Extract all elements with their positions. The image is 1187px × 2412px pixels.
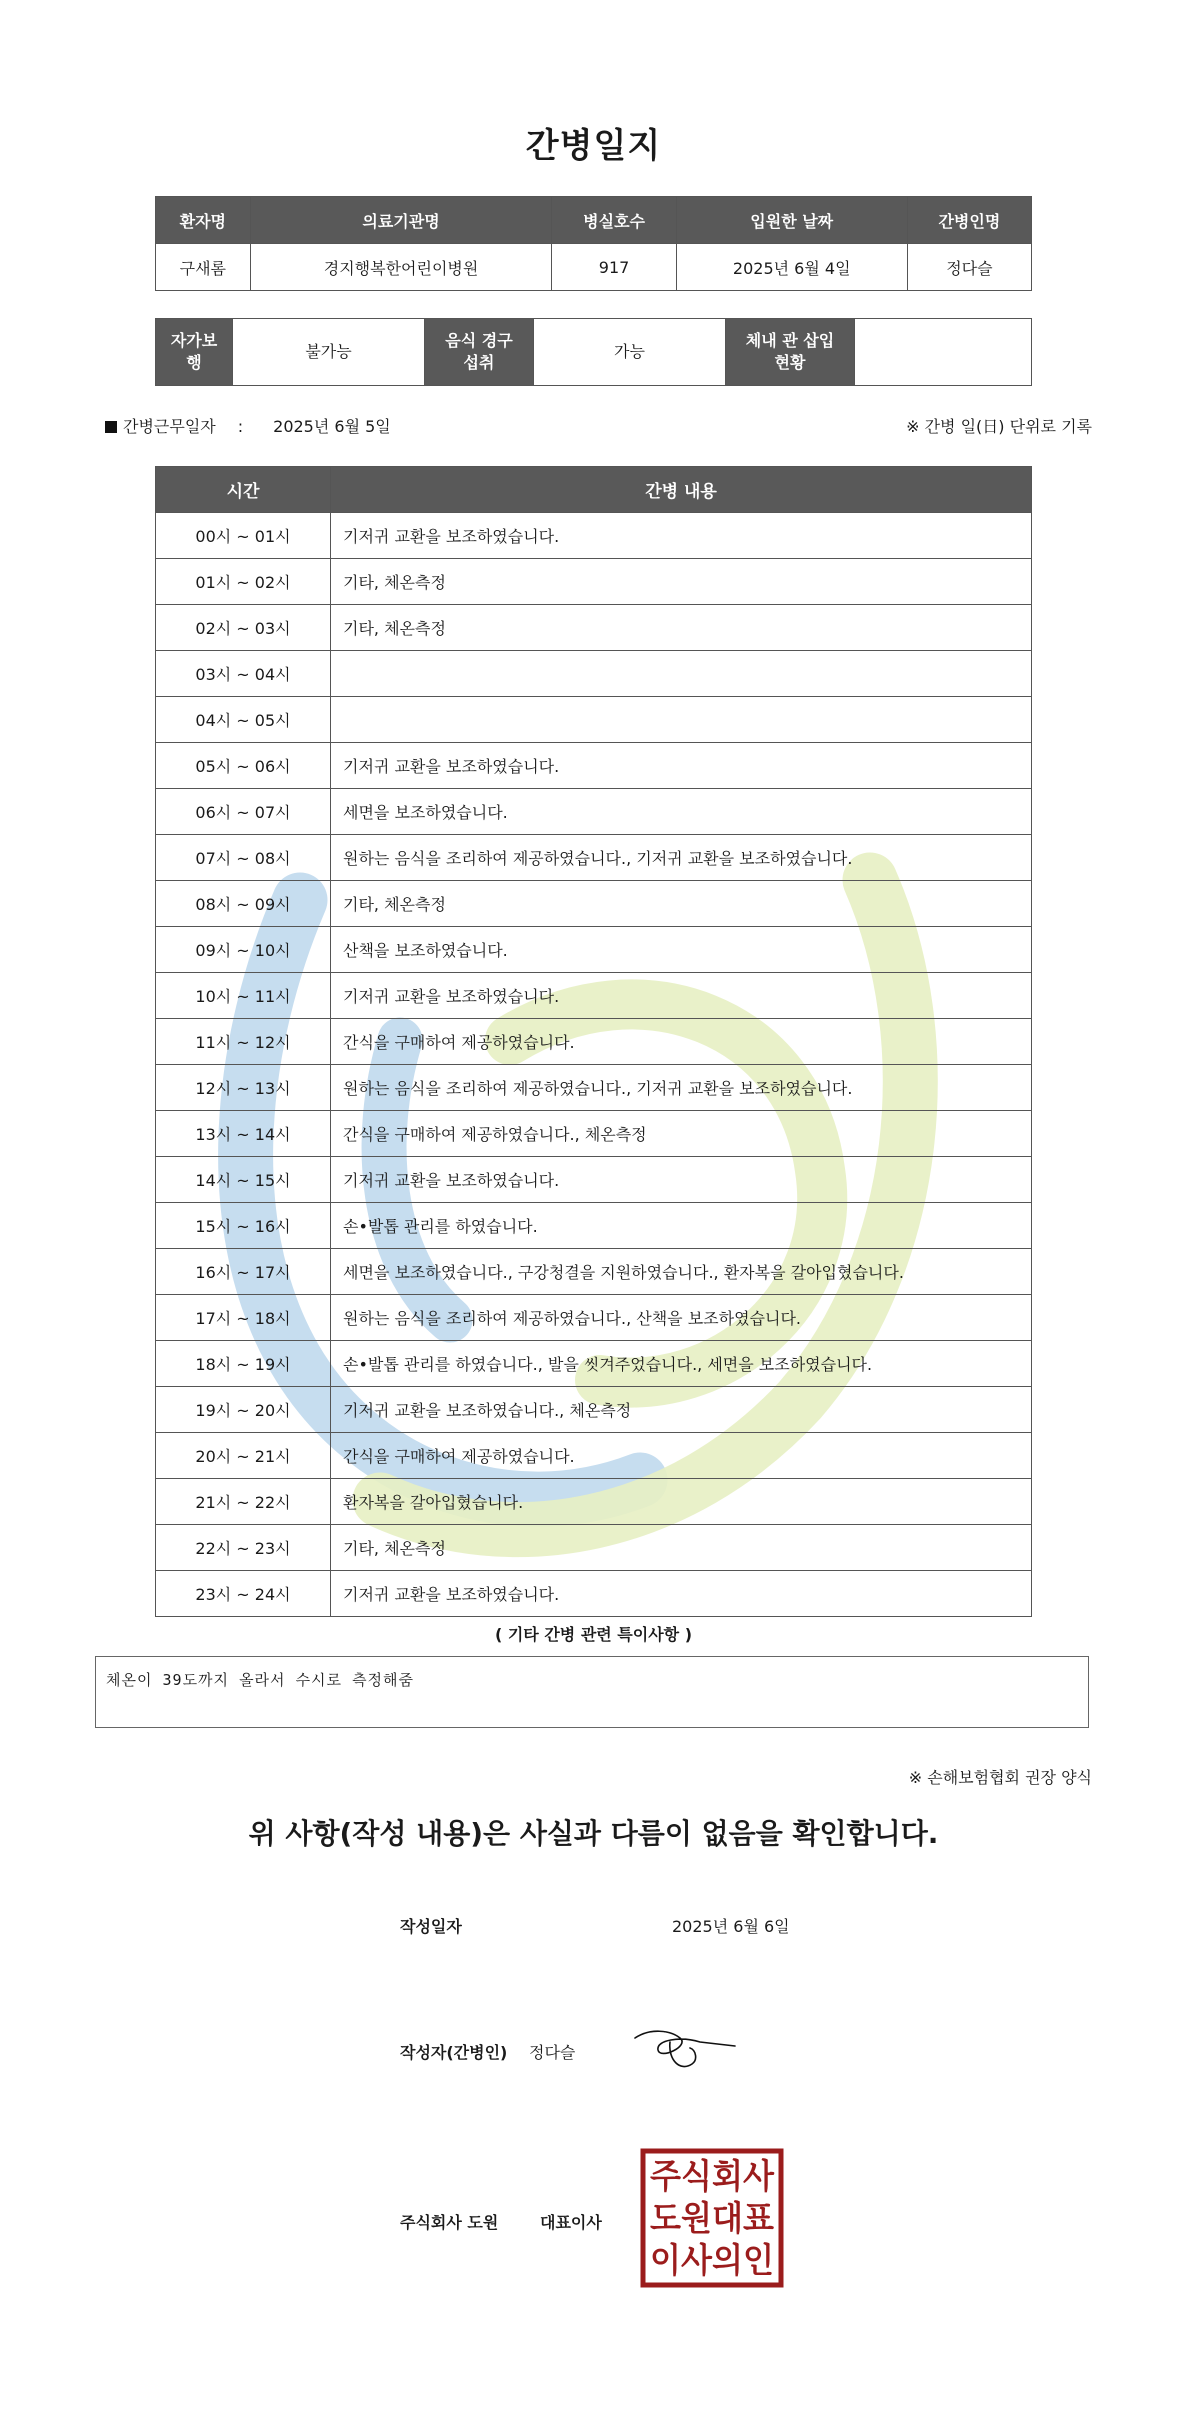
company-seal bbox=[640, 2148, 784, 2288]
log-content-cell: 기타, 체온측정 bbox=[331, 559, 1032, 605]
svg-text:이사의인: 이사의인 bbox=[650, 2241, 774, 2281]
log-content-cell: 손•발톱 관리를 하였습니다., 발을 씻겨주었습니다., 세면을 보조하였습니다. bbox=[331, 1341, 1032, 1387]
log-time-cell: 07시 ~ 08시 bbox=[156, 835, 331, 881]
room-value: 917 bbox=[552, 244, 676, 291]
log-time-cell: 18시 ~ 19시 bbox=[156, 1341, 331, 1387]
log-row bbox=[156, 1203, 1032, 1249]
log-row bbox=[156, 559, 1032, 605]
tube-label: 체내 관 삽입 현황 bbox=[726, 319, 855, 386]
log-row bbox=[156, 1111, 1032, 1157]
status-row bbox=[156, 319, 1032, 386]
page-title: 간병일지 bbox=[525, 126, 662, 166]
admission-date-value: 2025년 6월 4일 bbox=[676, 244, 907, 291]
log-content-cell: 간식을 구매하여 제공하였습니다., 체온측정 bbox=[331, 1111, 1032, 1157]
log-header-row bbox=[156, 467, 1032, 513]
oral-intake-label: 음식 경구 섭취 bbox=[425, 319, 534, 386]
log-time-cell: 03시 ~ 04시 bbox=[156, 651, 331, 697]
log-content-cell: 세면을 보조하였습니다. bbox=[331, 789, 1032, 835]
info-value-row bbox=[156, 244, 1032, 291]
log-row bbox=[156, 1525, 1032, 1571]
log-content-cell: 기저귀 교환을 보조하였습니다. bbox=[331, 1571, 1032, 1617]
log-content-cell: 기저귀 교환을 보조하였습니다. bbox=[331, 743, 1032, 789]
log-row bbox=[156, 1479, 1032, 1525]
form-source-note: ※ 손해보험협회 권장 양식 bbox=[908, 1768, 1092, 1787]
log-content-cell bbox=[331, 697, 1032, 743]
time-column-header: 시간 bbox=[156, 467, 331, 513]
unit-note: ※ 간병 일(日) 단위로 기록 bbox=[906, 417, 1092, 436]
log-content-cell: 간식을 구매하여 제공하였습니다. bbox=[331, 1433, 1032, 1479]
log-content-cell: 원하는 음식을 조리하여 제공하였습니다., 산책을 보조하였습니다. bbox=[331, 1295, 1032, 1341]
log-row bbox=[156, 513, 1032, 559]
ceo-label: 대표이사 bbox=[540, 2213, 602, 2232]
log-content-cell bbox=[331, 651, 1032, 697]
log-content-cell: 환자복을 갈아입혔습니다. bbox=[331, 1479, 1032, 1525]
writer-name: 정다슬 bbox=[529, 2043, 576, 2062]
log-row bbox=[156, 651, 1032, 697]
log-time-cell: 06시 ~ 07시 bbox=[156, 789, 331, 835]
work-date-value: 2025년 6월 5일 bbox=[273, 417, 391, 436]
log-time-cell: 22시 ~ 23시 bbox=[156, 1525, 331, 1571]
log-content-cell: 기타, 체온측정 bbox=[331, 605, 1032, 651]
log-time-cell: 10시 ~ 11시 bbox=[156, 973, 331, 1019]
confirmation-statement: 위 사항(작성 내용)은 사실과 다름이 없음을 확인합니다. bbox=[248, 1817, 939, 1850]
log-row bbox=[156, 1249, 1032, 1295]
log-content-cell: 원하는 음식을 조리하여 제공하였습니다., 기저귀 교환을 보조하였습니다. bbox=[331, 835, 1032, 881]
handwritten-signature bbox=[630, 2020, 740, 2078]
svg-text:주식회사: 주식회사 bbox=[650, 2157, 776, 2197]
log-content-cell: 세면을 보조하였습니다., 구강청결을 지원하였습니다., 환자복을 갈아입혔습니다. bbox=[331, 1249, 1032, 1295]
log-body bbox=[156, 513, 1032, 1617]
log-time-cell: 02시 ~ 03시 bbox=[156, 605, 331, 651]
log-row bbox=[156, 881, 1032, 927]
content-column-header: 간병 내용 bbox=[331, 467, 1032, 513]
log-time-cell: 09시 ~ 10시 bbox=[156, 927, 331, 973]
work-date-label: 간병근무일자 bbox=[123, 417, 216, 436]
log-row bbox=[156, 605, 1032, 651]
patient-status-table bbox=[155, 318, 1032, 386]
hourly-care-log-table bbox=[155, 466, 1032, 1617]
log-time-cell: 16시 ~ 17시 bbox=[156, 1249, 331, 1295]
work-date-colon: : bbox=[237, 417, 244, 436]
room-header: 병실호수 bbox=[552, 197, 676, 244]
log-content-cell: 기타, 체온측정 bbox=[331, 881, 1032, 927]
log-row bbox=[156, 743, 1032, 789]
company-name: 주식회사 도원 bbox=[400, 2213, 499, 2232]
log-time-cell: 04시 ~ 05시 bbox=[156, 697, 331, 743]
log-content-cell: 기저귀 교환을 보조하였습니다. bbox=[331, 1157, 1032, 1203]
log-content-cell: 기저귀 교환을 보조하였습니다. bbox=[331, 513, 1032, 559]
log-content-cell: 산책을 보조하였습니다. bbox=[331, 927, 1032, 973]
log-row bbox=[156, 1157, 1032, 1203]
log-row bbox=[156, 973, 1032, 1019]
patient-info-table bbox=[155, 196, 1032, 291]
square-bullet-icon bbox=[105, 421, 117, 433]
caregiver-value: 정다슬 bbox=[907, 244, 1031, 291]
log-content-cell: 원하는 음식을 조리하여 제공하였습니다., 기저귀 교환을 보조하였습니다. bbox=[331, 1065, 1032, 1111]
written-date-label: 작성일자 bbox=[400, 1917, 462, 1936]
log-row bbox=[156, 1387, 1032, 1433]
writer-label: 작성자(간병인) bbox=[400, 2043, 508, 2062]
log-row bbox=[156, 1019, 1032, 1065]
log-row bbox=[156, 835, 1032, 881]
patient-name-value: 구새롬 bbox=[156, 244, 251, 291]
log-row bbox=[156, 789, 1032, 835]
log-time-cell: 12시 ~ 13시 bbox=[156, 1065, 331, 1111]
patient-name-header: 환자명 bbox=[156, 197, 251, 244]
log-time-cell: 13시 ~ 14시 bbox=[156, 1111, 331, 1157]
log-time-cell: 23시 ~ 24시 bbox=[156, 1571, 331, 1617]
log-time-cell: 00시 ~ 01시 bbox=[156, 513, 331, 559]
log-content-cell: 기타, 체온측정 bbox=[331, 1525, 1032, 1571]
hospital-value: 경지행복한어린이병원 bbox=[250, 244, 552, 291]
walk-label: 자가보 행 bbox=[156, 319, 233, 386]
log-row bbox=[156, 1571, 1032, 1617]
log-time-cell: 11시 ~ 12시 bbox=[156, 1019, 331, 1065]
log-content-cell: 손•발톱 관리를 하였습니다. bbox=[331, 1203, 1032, 1249]
log-row bbox=[156, 1065, 1032, 1111]
log-time-cell: 14시 ~ 15시 bbox=[156, 1157, 331, 1203]
notes-title: ( 기타 간병 관련 특이사항 ) bbox=[494, 1625, 693, 1644]
hospital-header: 의료기관명 bbox=[250, 197, 552, 244]
log-row bbox=[156, 1295, 1032, 1341]
caregiver-header: 간병인명 bbox=[907, 197, 1031, 244]
log-time-cell: 08시 ~ 09시 bbox=[156, 881, 331, 927]
log-time-cell: 20시 ~ 21시 bbox=[156, 1433, 331, 1479]
tube-value bbox=[855, 319, 1032, 386]
log-time-cell: 19시 ~ 20시 bbox=[156, 1387, 331, 1433]
log-time-cell: 01시 ~ 02시 bbox=[156, 559, 331, 605]
admission-date-header: 입원한 날짜 bbox=[676, 197, 907, 244]
log-row bbox=[156, 697, 1032, 743]
log-row bbox=[156, 927, 1032, 973]
log-time-cell: 17시 ~ 18시 bbox=[156, 1295, 331, 1341]
log-time-cell: 15시 ~ 16시 bbox=[156, 1203, 331, 1249]
log-row bbox=[156, 1341, 1032, 1387]
written-date-value: 2025년 6월 6일 bbox=[672, 1917, 790, 1936]
svg-text:도원대표: 도원대표 bbox=[650, 2199, 775, 2239]
log-time-cell: 05시 ~ 06시 bbox=[156, 743, 331, 789]
log-time-cell: 21시 ~ 22시 bbox=[156, 1479, 331, 1525]
special-notes-box: 체온이 39도까지 올라서 수시로 측정해줌 bbox=[95, 1656, 1089, 1728]
log-row bbox=[156, 1433, 1032, 1479]
oral-intake-value: 가능 bbox=[534, 319, 726, 386]
log-content-cell: 기저귀 교환을 보조하였습니다., 체온측정 bbox=[331, 1387, 1032, 1433]
info-header-row bbox=[156, 197, 1032, 244]
log-content-cell: 간식을 구매하여 제공하였습니다. bbox=[331, 1019, 1032, 1065]
work-date-line bbox=[105, 414, 391, 437]
log-content-cell: 기저귀 교환을 보조하였습니다. bbox=[331, 973, 1032, 1019]
walk-value: 불가능 bbox=[233, 319, 425, 386]
